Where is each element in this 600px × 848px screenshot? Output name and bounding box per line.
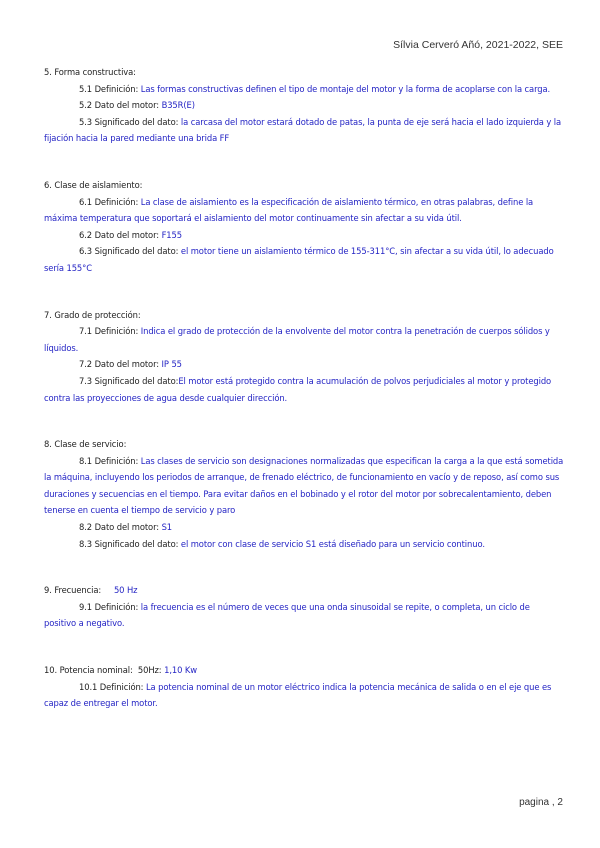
meaning-paragraph — [44, 536, 564, 553]
item-value: IP 55 — [159, 359, 182, 370]
item-label: 6.1 Definición: — [79, 196, 139, 207]
item-value: La potencia nominal de un motor eléctrico indica la potencia mecánica de salida o en el eje que es capaz de entregar el motor. — [44, 681, 552, 709]
definition-paragraph — [44, 81, 564, 98]
section-title-line — [44, 582, 564, 599]
item-label: 10.1 Definición: — [79, 681, 144, 692]
item-value: el motor tiene un aislamiento térmico de 155-311°C, sin afectar a su vida útil, lo adecuado sería 155°C — [44, 246, 554, 273]
item-value: B35R(E) — [161, 100, 195, 111]
item-value: F155 — [161, 229, 182, 240]
item-value: S1 — [161, 522, 173, 533]
item-value: la carcasa del motor estará dotado de patas, la punta de eje será hacia el lado izquierda y la fijación hacia la pared mediante una brida FF — [44, 116, 562, 144]
item-value: Las clases de servicio son designaciones normalizadas que especifican la carga a la que está sometida la máquina, incluyendo los periodos de arranque, de frenado eléctrico, de funcionamiento en vacío y de reposo, así como sus duraciones y secuencias en el tiempo. Para evitar daños en el bobinado y el rotor del motor por sobrecalentamiento, deben tenerse en cuenta el tiempo de servicio y paro — [44, 455, 564, 516]
item-label: 9.1 Definición: — [79, 601, 139, 612]
power-value: 1,10 Kw — [164, 665, 198, 676]
item-value: el motor con clase de servicio S1 está diseñado para un servicio continuo. — [180, 538, 485, 549]
motor-data-paragraph — [44, 356, 564, 373]
motor-data-paragraph — [44, 97, 564, 114]
item-label: 8.3 Significado del dato: — [79, 538, 179, 549]
item-label: 7.3 Significado del dato: — [79, 375, 179, 386]
section-clase-aislamiento — [44, 177, 564, 277]
item-label: 7.1 Definición: — [79, 326, 139, 337]
section-title: 8. Clase de servicio: — [44, 439, 127, 450]
definition-paragraph — [44, 599, 564, 632]
section-title: 9. Frecuencia: — [44, 585, 102, 596]
item-label: 6.2 Dato del motor: — [79, 229, 159, 240]
item-label: 8.1 Definición: — [79, 455, 139, 466]
section-potencia-nominal — [44, 662, 564, 712]
document-body — [44, 64, 564, 712]
section-title: 6. Clase de aislamiento: — [44, 179, 143, 190]
section-forma-constructiva — [44, 64, 564, 147]
item-value: El motor está protegido contra la acumulación de polvos perjudiciales al motor y protegido contra las proyecciones de agua desde cualquier dirección. — [44, 375, 552, 403]
item-label: 8.2 Dato del motor: — [79, 522, 159, 533]
item-label: 5.3 Significado del dato: — [79, 116, 179, 127]
motor-data-paragraph — [44, 227, 564, 244]
definition-paragraph — [44, 453, 564, 519]
item-label: 5.1 Definición: — [79, 83, 139, 94]
definition-paragraph — [44, 679, 564, 712]
section-title: 5. Forma constructiva: — [44, 67, 136, 77]
frequency-value: 50 Hz — [113, 585, 138, 596]
item-value: La clase de aislamiento es la especificación de aislamiento térmico, en otras palabras, define la máxima temperatura que soportará el aislamiento del motor continuamente sin afectar a su vida útil. — [44, 196, 534, 224]
section-title: 7. Grado de protección: — [44, 309, 141, 320]
item-value: Las formas constructivas definen el tipo de montaje del motor y la forma de acoplarse con la carga. — [140, 83, 551, 94]
item-value: Indica el grado de protección de la envolvente del motor contra la penetración de cuerpos sólidos y líquidos. — [44, 326, 550, 353]
meaning-paragraph — [44, 373, 564, 406]
meaning-paragraph — [44, 243, 564, 276]
section-frecuencia — [44, 582, 564, 632]
item-value: la frecuencia es el número de veces que una onda sinusoidal se repite, o completa, un ciclo de positivo a negativo. — [44, 601, 530, 629]
section-title: 10. Potencia nominal: — [44, 665, 133, 676]
page-footer: pagina , 2 — [519, 797, 563, 808]
definition-paragraph — [44, 194, 564, 227]
definition-paragraph — [44, 323, 564, 356]
item-label: 7.2 Dato del motor: — [79, 359, 159, 370]
section-grado-proteccion — [44, 307, 564, 407]
meaning-paragraph — [44, 114, 564, 147]
frequency-prefix: 50Hz: — [137, 665, 162, 676]
item-label: 5.2 Dato del motor: — [79, 100, 159, 111]
page-header: Sílvia Cerveró Añó, 2021-2022, SEE — [393, 39, 563, 51]
item-label: 6.3 Significado del dato: — [79, 246, 179, 257]
motor-data-paragraph — [44, 519, 564, 536]
section-clase-servicio — [44, 436, 564, 552]
section-title-line — [44, 662, 564, 679]
